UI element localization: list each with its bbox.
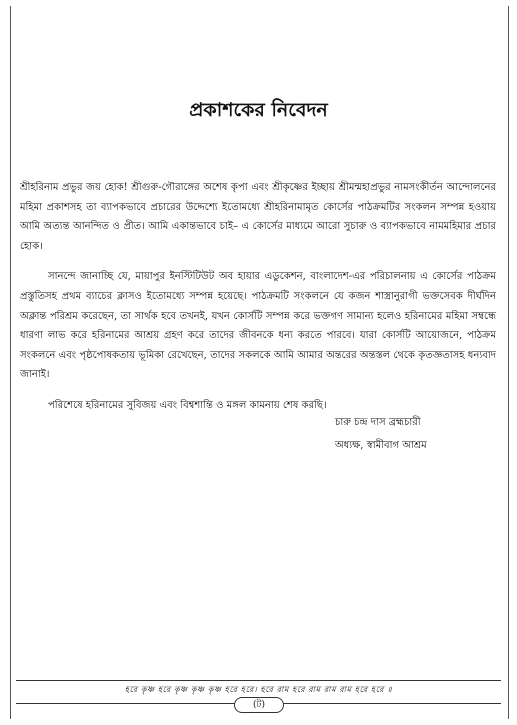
body-text bbox=[20, 178, 496, 416]
signature-block bbox=[335, 411, 510, 457]
page-title: প্রকাশকের নিবেদন bbox=[189, 99, 328, 121]
signatory-designation: অধ্যক্ষ, স্বামীবাগ আশ্রম bbox=[335, 440, 427, 451]
paragraph-2: সানন্দে জানাচ্ছি যে, মায়াপুর ইনস্টিটিউট অব হায়ার এডুকেশন, বাংলাদেশ-এর পরিচালনায় এ কোর্সের পাঠক্রম প্রস্তুতিসহ প্রথম ব্যাচের ক্লাসও ইতোমধ্যে সম্পন্ন হয়েছে। পাঠক্রমটি সংকলনে যে কজন শাস্ত্রানুরাগী ভক্তসেবক দীর্ঘদিন অক্লান্ত পরিশ্রম করেছেন, তা সার্থক হবে তখনই, যখন কোর্সটি সম্পন্ন করে ভক্তগণ সামান্য হলেও হরিনামের মহিমা সম্বন্ধে ধারণা লাভ করে হরিনামের আশ্রয় গ্রহণ করে তাদের জীবনকে ধন্য করতে পারবে। যারা কোর্সটি আয়োজনে, পাঠক্রম সংকলনে এবং পৃষ্ঠপোষকতায় ভূমিকা রেখেছেন, তাদের সকলকে আমি আমার অন্তরের অন্তস্তল থেকে কৃতজ্ঞতাসহ ধন্যবাদ জানাই। bbox=[20, 271, 496, 381]
paragraph-3: পরিশেষে হরিনামের সুবিজয় এবং বিশ্বশান্তি ও মঙ্গল কামনায় শেষ করছি। bbox=[48, 399, 327, 411]
signatory-name: চারু চন্দ্র দাস ব্রহ্মচারী bbox=[335, 417, 421, 428]
footer-mantra: হরে কৃষ্ণ হরে কৃষ্ণ কৃষ্ণ কৃষ্ণ হরে হরে। হরে রাম হরে রাম রাম রাম হরে হরে ॥ bbox=[124, 685, 393, 694]
page-number: (ট) bbox=[234, 697, 284, 713]
footer-rule-top bbox=[16, 680, 501, 681]
paragraph-1: শ্রীহরিনাম প্রভুর জয় হোক! শ্রীগুরু-গৌরাঙ্গের অশেষ কৃপা এবং শ্রীকৃষ্ণের ইচ্ছায় শ্রীমন্মহাপ্রভুর নামসংকীর্তন আন্দোলনের মহিমা প্রকাশসহ তা ব্যাপকভাবে প্রচারের উদ্দেশ্যে ইতোমধ্যে শ্রীহরিনামামৃত কোর্সের পাঠক্রমটির সংকলন সম্পন্ন হওয়ায় আমি অত্যন্ত আনন্দিত ও প্রীত। আমি একান্তভাবে চাই– এ কোর্সের মাধ্যমে আরো সুচারু ও ব্যাপকভাবে নামমহিমার প্রচার হোক। bbox=[20, 182, 496, 252]
